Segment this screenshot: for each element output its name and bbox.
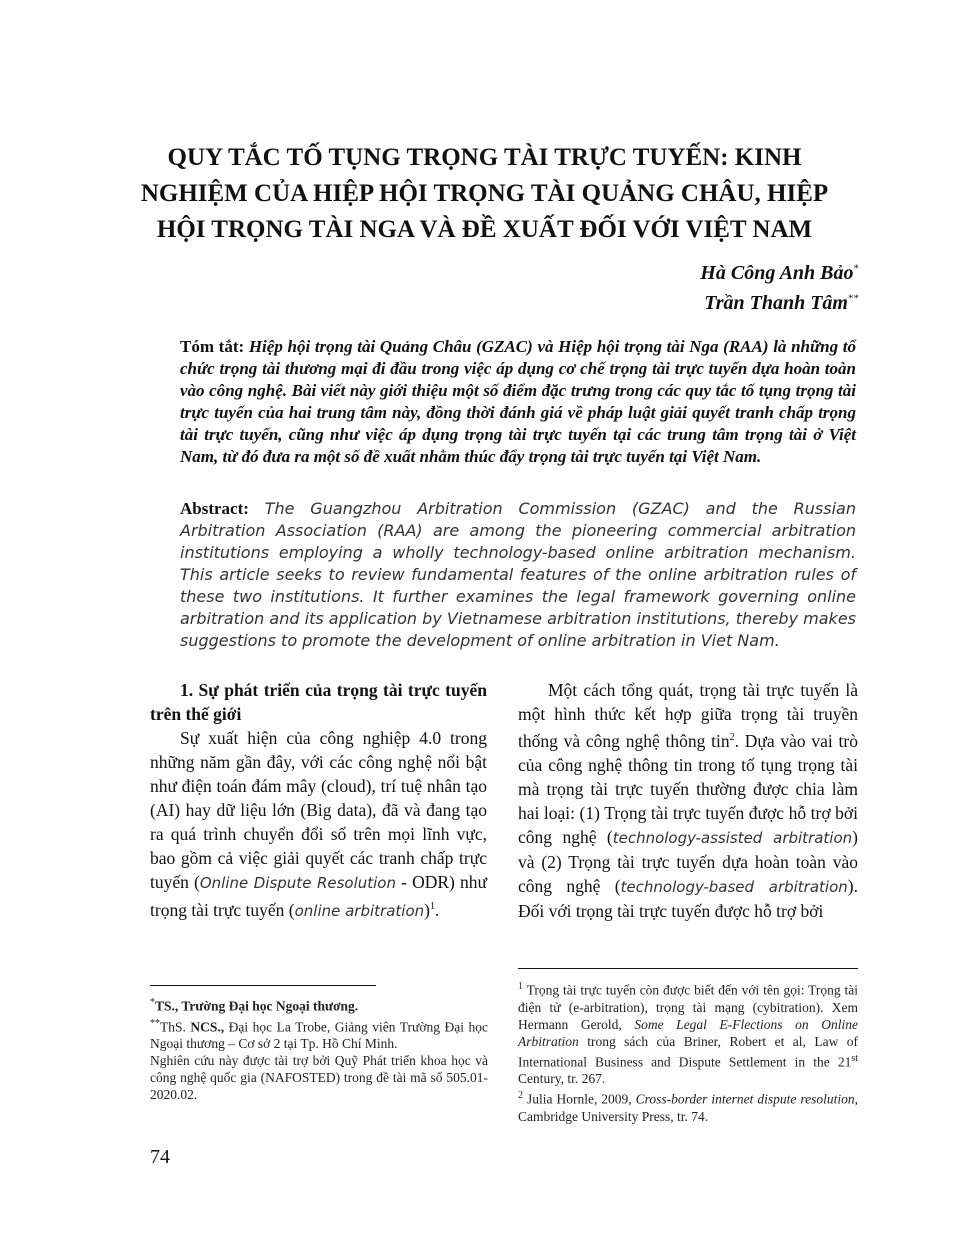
title-line-1: QUY TẮC TỐ TỤNG TRỌNG TÀI TRỰC TUYẾN: KINH	[167, 144, 802, 171]
fn2-text-a: Julia Hornle, 2009,	[526, 1091, 636, 1107]
author-1	[700, 262, 859, 285]
footnote-divider-right	[518, 968, 858, 969]
left-para-text-3: )	[424, 899, 430, 920]
footnote-2	[518, 1087, 858, 1125]
fn1-text-b: trong sách của Briner, Robert et al, Law of International Business and Dispute Settlement in the 21	[518, 1033, 858, 1069]
left-para-text-4: .	[434, 899, 440, 920]
fn1-text-a: Trọng tài trực tuyến còn được biết đến với tên gọi: Trọng tài điện tử (e-arbitration), trọng tài mạng (cybitration). Xem Hermann Gerold,	[518, 982, 858, 1032]
abstract-en-text: The Guangzhou Arbitration Commission (GZAC) and the Russian Arbitration Association (RAA) are among the pioneering commercial arbitration institutions employing a wholly technology-based online arbitration mechanism. This article seeks to review fundamental features of the online arbitration rules of these two institutions. It further examines the legal framework governing online arbitration and its application by Vietnamese arbitration institutions, thereby makes suggestions to promote the development of online arbitration in Viet Nam.	[180, 499, 856, 650]
footnote-funding: Nghiên cứu này được tài trợ bởi Quỹ Phát triển khoa học và công nghệ quốc gia (NAFOSTED) trong đề tài mã số 505.01-2020.02.	[150, 1053, 488, 1102]
fn-num-2: 2	[518, 1090, 523, 1101]
footnote-author-2	[150, 1015, 488, 1053]
right-paragraph	[518, 678, 858, 923]
right-para-text-4: ). Đối với trọng tài trực tuyến được hỗ trợ bởi	[518, 875, 858, 921]
author-2-mark: **	[848, 292, 859, 305]
right-para-text-3: ) và (2) Trọng tài trực tuyến dựa hoàn toàn vào công nghệ (	[518, 826, 858, 896]
footnote-author-1	[150, 994, 488, 1015]
page-number: 74	[150, 1146, 170, 1168]
left-column	[150, 678, 487, 923]
fn-mark-2: **	[150, 1017, 160, 1029]
title-line-2: NGHIỆM CỦA HIỆP HỘI TRỌNG TÀI QUẢNG CHÂU, HIỆP	[140, 180, 829, 207]
fn1-text-c: Century, tr. 267.	[518, 1071, 606, 1086]
abstract-vi-label: Tóm tắt:	[180, 337, 245, 356]
left-para-italic-1: Online Dispute Resolution	[199, 874, 396, 892]
left-para-italic-2: online arbitration	[294, 901, 425, 920]
right-para-italic-1: technology-assisted arbitration	[612, 828, 853, 847]
fn-text-2b: NCS.,	[190, 1019, 225, 1034]
footnote-ref-1: 1	[429, 901, 435, 912]
author-2	[704, 292, 859, 315]
left-paragraph	[150, 726, 487, 923]
footnotes-left	[150, 994, 488, 1103]
fn2-text-b: , Cambridge University Press, tr. 74.	[518, 1091, 858, 1124]
fn1-italic: Some Legal E-Flections on Online Arbitration	[518, 1016, 858, 1049]
abstract-vi-text: Hiệp hội trọng tài Quảng Châu (GZAC) và Hiệp hội trọng tài Nga (RAA) là những tổ chức trọng tài thương mại đi đầu trong việc áp dụng cơ chế trọng tài trực tuyến dựa hoàn toàn vào công nghệ. Bài viết này giới thiệu một số điểm đặc trưng trong các quy tắc tố tụng trọng tài trực tuyến của hai trung tâm này, đồng thời đánh giá về pháp luật giải quyết tranh chấp trọng tài trực tuyến, cũng như việc áp dụng trọng tài trực tuyến tại các trung tâm trọng tài ở Việt Nam, từ đó đưa ra một số đề xuất nhằm thúc đẩy trọng tài trực tuyến tại Việt Nam.	[180, 337, 857, 466]
fn1-sup: st	[851, 1052, 858, 1064]
abstract-en-label: Abstract:	[180, 499, 249, 518]
left-para-text-2: - ODR) như trọng tài trực tuyến (	[150, 872, 487, 920]
section-heading: 1. Sự phát triển của trọng tài trực tuyến trên thế giới	[150, 680, 487, 724]
article-title	[120, 140, 849, 248]
author-1-mark: *	[853, 262, 859, 275]
footnote-ref-2: 2	[729, 732, 735, 743]
footnote-1	[518, 978, 858, 1087]
right-column	[518, 678, 858, 923]
fn-text-1: TS., Trường Đại học Ngoại thương.	[155, 998, 359, 1014]
author-1-name: Hà Công Anh Bảo	[700, 262, 854, 284]
fn-text-2c: Đại học La Trobe, Giảng viên Trường Đại học Ngoại thương – Cơ sở 2 tại Tp. Hồ Chí Minh.	[150, 1019, 488, 1051]
right-para-italic-2: technology-based arbitration	[620, 877, 848, 896]
right-para-text-2: . Dựa vào vai trò của công nghệ thông tin trong tố tụng trọng tài mà trọng tài trực tuyến thường được chia làm hai loại: (1) Trọng tài trực tuyến được hỗ trợ bởi công nghệ (	[518, 730, 858, 847]
fn-text-2a: ThS.	[160, 1019, 191, 1034]
footnote-divider-left	[150, 985, 376, 986]
fn-num-1: 1	[518, 981, 523, 992]
fn-mark-1: *	[150, 997, 155, 1008]
abstract-english	[180, 498, 856, 652]
right-para-text-1: Một cách tổng quát, trọng tài trực tuyến là một hình thức kết hợp giữa trọng tài truyền thống và công nghệ thông tin	[518, 680, 858, 751]
title-line-3: HỘI TRỌNG TÀI NGA VÀ ĐỀ XUẤT ĐỐI VỚI VIỆT NAM	[156, 216, 813, 243]
author-2-name: Trần Thanh Tâm	[704, 292, 848, 314]
abstract-vietnamese	[180, 336, 856, 468]
footnotes-right	[518, 978, 858, 1125]
fn2-italic: Cross-border internet dispute resolution	[635, 1091, 855, 1107]
left-para-text-1: Sự xuất hiện của công nghiệp 4.0 trong những năm gần đây, với các công nghệ nổi bật như điện toán đám mây (cloud), trí tuệ nhân tạo (AI) hay dữ liệu lớn (Big data), đã và đang tạo ra quá trình chuyển đổi số trên mọi lĩnh vực, bao gồm cả việc giải quyết các tranh chấp trực tuyến (	[150, 728, 487, 892]
